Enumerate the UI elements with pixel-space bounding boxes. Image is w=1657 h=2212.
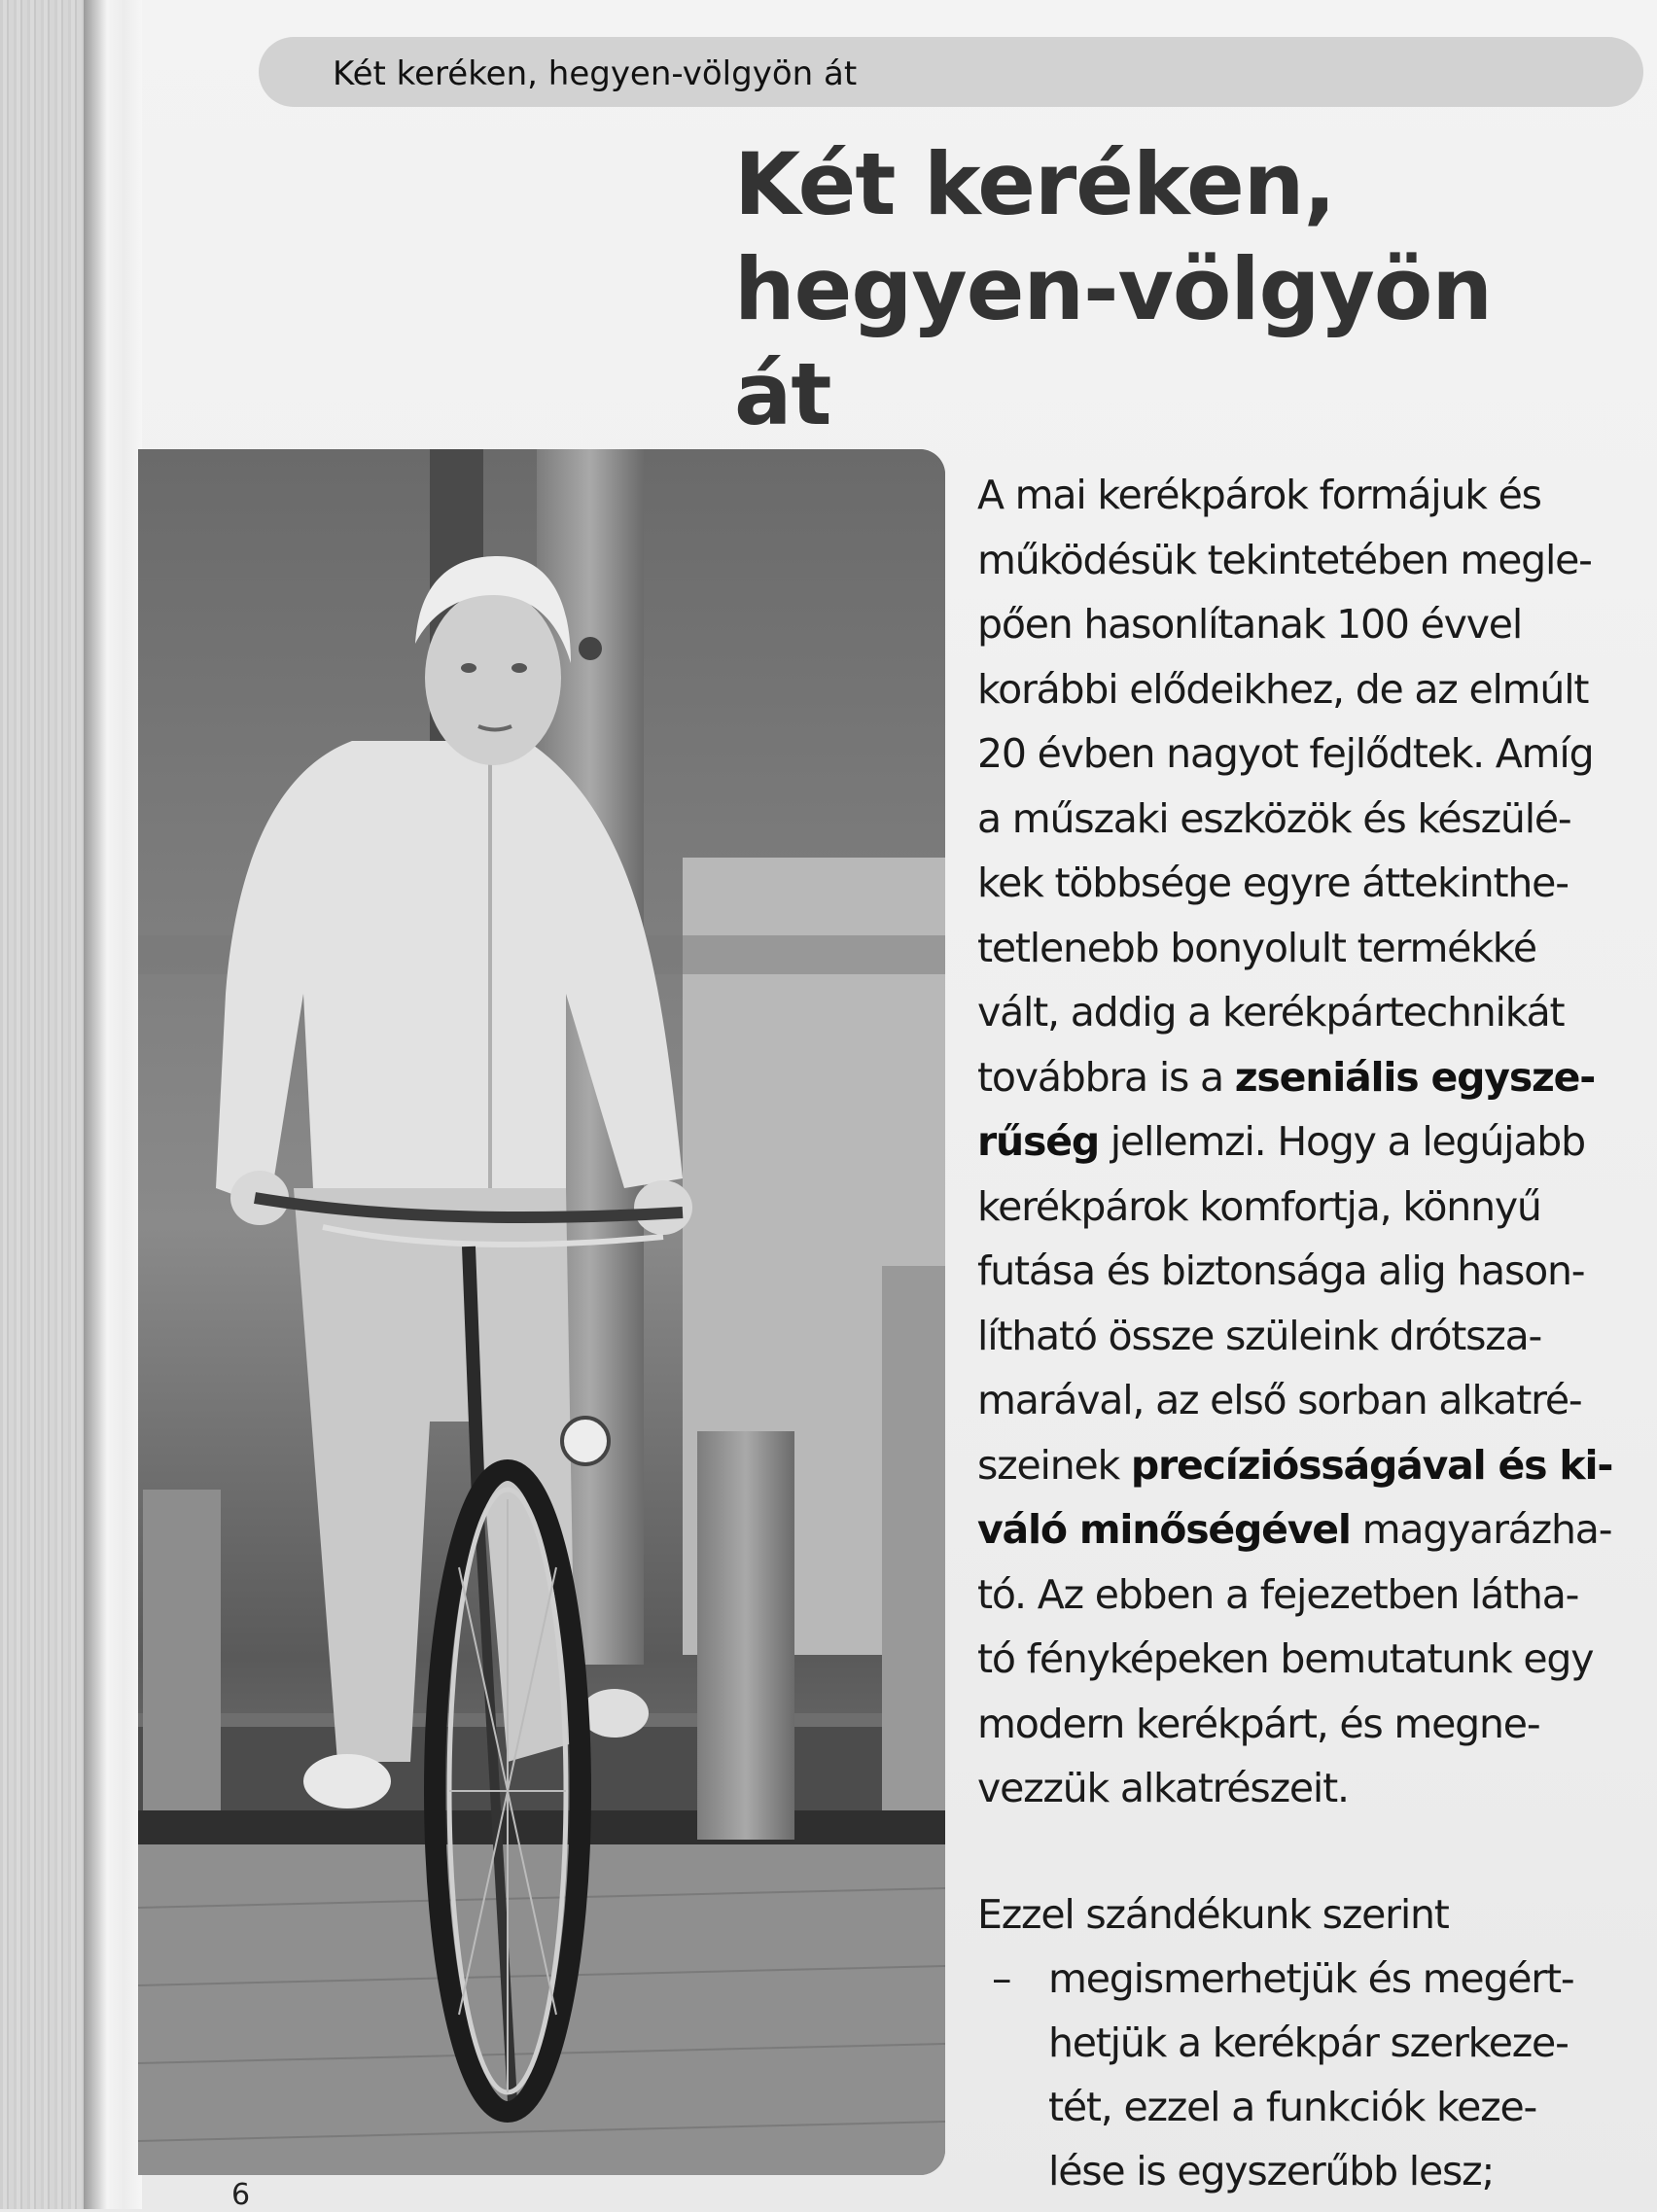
body-line: korábbi elődeikhez, de az elmúlt <box>977 665 1589 713</box>
body-emphasis: rűség <box>977 1118 1099 1165</box>
body-line: vált, addig a kerékpártechnikát <box>977 989 1565 1036</box>
body-paragraph <box>977 463 1648 1821</box>
page-gutter-shadow <box>84 0 142 2209</box>
body-emphasis: precíziósságával és ki- <box>1130 1441 1613 1489</box>
body-line: marával, az első sorban alkatré- <box>977 1377 1582 1423</box>
body-line: lítható össze szüleink drótsza- <box>977 1312 1542 1359</box>
body-line: A mai kerékpárok formájuk és <box>977 472 1541 518</box>
body-line: 20 évben nagyot fejlődtek. Amíg <box>977 730 1594 777</box>
body-emphasis: zseniális egysze- <box>1234 1053 1596 1101</box>
body-text-run: jellemzi. Hogy a legújabb <box>1098 1118 1585 1165</box>
body-line: tó fényképeken bemutatunk egy <box>977 1635 1594 1682</box>
body-text-run: szeinek <box>977 1441 1131 1489</box>
body-line: kek többsége egyre áttekinthe- <box>977 860 1569 906</box>
photo-illustration <box>138 449 945 2175</box>
body-line <box>977 1433 1648 1498</box>
list-item-line: tét, ezzel a funkciók keze- <box>1048 2084 1537 2130</box>
list-item <box>1048 1947 1573 2203</box>
list-item-line: lése is egyszerűbb lesz; <box>1048 2148 1495 2194</box>
body-line <box>977 1045 1648 1110</box>
body-line: működésük tekintetében megle- <box>977 536 1592 583</box>
body-emphasis: váló minőségével <box>977 1506 1351 1553</box>
body-line <box>977 1497 1648 1562</box>
book-edge <box>0 0 89 2209</box>
woman-riding-bicycle-photo <box>138 449 945 2175</box>
list-item-line: hetjük a kerékpár szerkeze- <box>1048 2019 1569 2066</box>
page-number: 6 <box>231 2178 251 2212</box>
list-item-line: megismerhetjük és megért- <box>1048 1955 1574 2002</box>
body-line <box>977 1109 1648 1175</box>
body-line: kerékpárok komfortja, könnyű <box>977 1182 1541 1230</box>
running-header-title: Két keréken, hegyen-völgyön át <box>333 54 858 93</box>
body-line: modern kerékpárt, és megne- <box>977 1700 1540 1747</box>
body-line: tó. Az ebben a fejezetben látha- <box>977 1570 1579 1618</box>
body-text-run: magyarázha- <box>1350 1506 1612 1553</box>
body-line: tetlenebb bonyolult termékké <box>977 924 1536 971</box>
body-text-run: továbbra is a <box>977 1053 1235 1101</box>
body-line: futása és biztonsága alig hason- <box>977 1247 1585 1294</box>
chapter-title-line-2: hegyen-völgyön át <box>734 239 1492 444</box>
list-dash: – <box>992 1955 1011 2002</box>
list-intro: Ezzel szándékunk szerint <box>977 1891 1449 1938</box>
body-line: a műszaki eszközök és készülé- <box>977 794 1571 842</box>
chapter-title-line-1: Két keréken, <box>734 134 1335 234</box>
body-line: vezzük alkatrészeit. <box>977 1765 1349 1811</box>
body-line: pően hasonlítanak 100 évvel <box>977 601 1523 648</box>
chapter-title <box>734 132 1609 447</box>
